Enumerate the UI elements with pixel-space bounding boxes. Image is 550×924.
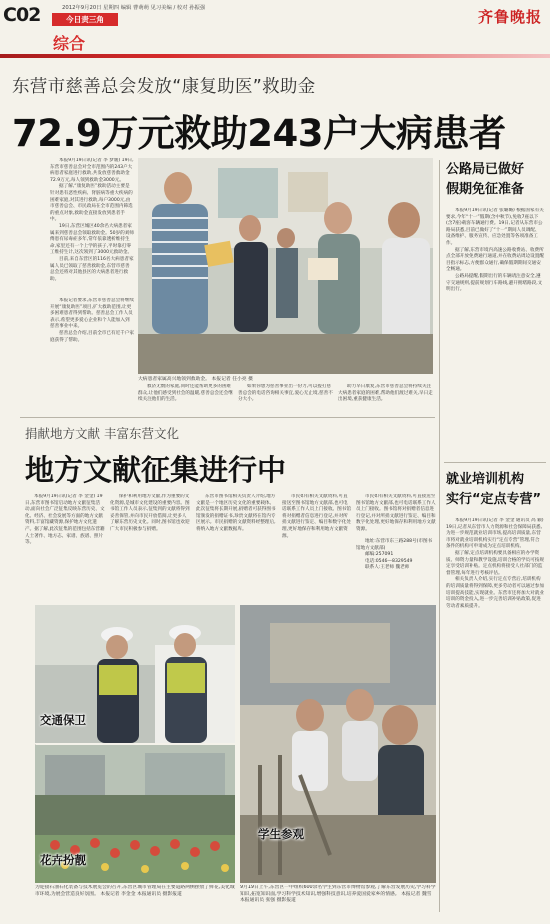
story2-kicker: 捐献地方文献 丰富东营文化	[25, 426, 179, 441]
story2-headline: 地方文献征集进行中	[25, 453, 287, 487]
sidebar1-title-line2: 假期免征准备	[446, 182, 525, 197]
paragraph: 本报9月19日讯(记者 李 梦媛) 19日,东营市慈善总会对全市范围内的243户大病患者家庭进行救助,共发放慈善救助金72.9万元,每人领到救助金3000元。	[50, 158, 134, 183]
paragraph: 市民如有相关文献资料,可直接送至图书馆地方文献部,也可电话联系工作人员上门接收。图书馆将对捐赠者信息进行登记,并对所捐文献进行鉴定、编目和数字化处理,更好地保存和利用地方文献资源。	[282, 494, 351, 539]
page-code: C02	[3, 4, 41, 26]
story1-column-2	[138, 384, 233, 418]
sidebar2-body	[446, 518, 544, 916]
contact-person: 联系人:王老师 魏老师	[365, 565, 410, 571]
paragraph: 本报9月19日讯(记者 李 金金 通讯员 高 颖) 19日,记者从东营市人力资源和社会保障局获悉,为进一步规范就业培训市场,提高培训质量,东营市将对就业培训机构实行“定点专营”管理,符合条件的机构可申请成为定点培训机构。	[446, 518, 544, 550]
column-divider	[439, 160, 440, 912]
photo3-tag: 学生参观	[258, 827, 304, 841]
story1-column-3	[238, 384, 333, 418]
newspaper-logo: 齐鲁晚报	[477, 8, 542, 26]
sidebar2-title-line1: 就业培训机构	[446, 472, 525, 487]
sidebar-divider	[444, 462, 546, 463]
paragraph: 本报记者要求,东营市慈善总会将继续开展“康复助医”项目,扩大救助范围,让更多困难患者得到帮助。慈善总会工作人员表示,希望更多爱心企业和个人能加入到慈善事业中来。	[50, 298, 134, 330]
dateline: 2012年9月20日 星期四 编辑 曹萌萌 见习美编 / 校对 孙振强	[62, 5, 206, 11]
photo1-caption	[35, 744, 36, 745]
paragraph: 据了解,东营市境内高速公路收费站、收费所点全部开放免费通行通道,并在收费站周边设置醒目指示标志,方便群众通行,确保假期期间交通安全畅通。	[446, 247, 544, 273]
story2-column-2	[110, 494, 190, 598]
photo1-tag: 交通保卫	[40, 713, 86, 727]
paragraph: 据了解,定点培训机构要具备相应的办学资质、师资力量和教学设施,培训合格的学员可按规定享受培训补贴。定点机构将接受人社部门的监督管理,每年进行考核评估。	[446, 550, 544, 576]
paragraph: 目前,来自东营区的116名大病患者家属人员已领取了慈善救助金,东营市慈善总会还将对其他县区的大病患者进行救助。	[50, 256, 134, 282]
paragraph: 本报9月19日讯(记者 李 金金) 19日,东营市图书馆启动地方文献征集活动,面向社会广泛征集反映东营历史、文化、经济、社会发展等方面的地方文献资料,丰富馆藏资源,保护地方文化遗产。据了解,此次征集的范围包括东营籍人士著作、地方志、家谱、族谱、照片等。	[25, 494, 105, 546]
day-band: 今日责三角	[52, 13, 118, 26]
photo2-tag: 花卉扮靓	[40, 853, 86, 867]
paragraph: 19日,东营区城区40余名大病患者家属来到慈善总会领取救助金。50岁的刘师傅患有尿毒症多年,常年依靠透析维持生命,家里还有一个上学的孩子,平时靠打零工维持生计,这次领到了3000元救助金。	[50, 223, 134, 256]
photo-illustration	[138, 158, 433, 374]
story2-column-1	[25, 494, 105, 598]
page-header	[0, 0, 550, 58]
sidebar1-body	[446, 208, 544, 458]
contact-phone: 电话:0546—8329549	[365, 558, 413, 564]
paragraph: 东营市图书馆相关负责人介绍,地方文献是一个地区历史文化的重要载体。此次征集将长期开展,捐赠者可获得图书馆颁发的捐赠证书,珍贵文献将在馆内专区展示。市民捐赠的文献资料经整理后,将纳入地方文献数据库。	[196, 494, 276, 532]
paragraph: 相关负责人介绍,实行定点专营后,培训机构的培训质量将得到保障,更多劳动者可以通过参加培训提高技能,实现就业。东营市还将加大对就业培训的资金投入,进一步完善培训补贴政策,促进劳动者素质提升。	[446, 577, 544, 609]
sidebar1-title-line1: 公路局已做好	[446, 162, 525, 177]
photo3-caption: 9月19日上午,东营区一中组织600余名学生到东营市博物馆参观,了解东营发展历史,学习科学知识,拓宽知识面,学习科学技术知识,增强科技意识,培养爱国爱家乡的情感。 本报记者 魏雪 本报通讯员 张强 摄影报道	[240, 885, 436, 903]
contact-address: 地址:东营市东三路288号(市图书馆地方文献部)	[356, 539, 433, 551]
story1-headline: 72.9万元救助243户大病患者	[12, 112, 506, 155]
section-title: 综合	[53, 34, 86, 53]
story1-photo-caption: 大病患者家属高兴地领到救助金。 本报记者 任小亮 摄	[138, 377, 253, 382]
story2-contact-box	[356, 494, 436, 598]
paragraph: 救济无数的家庭,同时还能帮助更多的困难群众,让他们感受到社会的温暖,慈善总会还会继续关注他们的生活。	[138, 384, 233, 403]
header-divider	[0, 54, 550, 58]
paragraph: 市民如有相关文献资料,可直接送至图书馆地方文献部,也可电话联系工作人员上门接收。图书馆将对捐赠者信息进行登记,并对所捐文献进行鉴定、编目和数字化处理,更好地保存和利用地方文献资源。	[356, 494, 436, 532]
story2-column-4	[282, 494, 352, 598]
paragraph: 慈善总会介绍,目前全市已有近千户家庭获得了帮助。	[50, 330, 134, 343]
paragraph: 助力早日康复,东营市慈善总会将持续关注大病患者家庭的困难,帮助他们渡过难关,早日走出困境,重获健康生活。	[338, 384, 433, 403]
section-divider	[20, 417, 435, 418]
story1-kicker: 东营市慈善总会发放“康复助医”救助金	[12, 77, 316, 97]
contact-postcode: 邮编:257091	[365, 552, 394, 558]
paragraph: 公路局提醒,假期出行的车辆请注意安全,遵守交通规则,提前规划行车路线,避开拥堵路段,文明出行。	[446, 273, 543, 293]
story2-column-3	[196, 494, 276, 598]
story1-column-4	[338, 384, 433, 418]
paragraph: 如果你想为慈善事业出一份力,可以拨打慈善总会的电话咨询相关事宜,爱心无止境,慈善不分大小。	[238, 384, 333, 403]
photo2-caption: 为迎接石油石化装备与技术展览会的召开,东营区城市管理局在主要道路两侧摆放了鲜花,美化城市环境,为展会营造良好氛围。 本报记者 李金金 本报通讯员 摄影报道	[35, 885, 235, 897]
paragraph: 本报9月19日讯(记者 张璐璐) 根据国家有关要求,今年“十一”假期(含中秋节),免收7座以下(含7座)载客车辆通行费。19日,记者从东营市公路局获悉,目前已做好了“十一”期间人员调配、设备维护、服务宣传、应急处置等各项准备工作。	[446, 208, 544, 246]
story1-column-1b	[50, 298, 134, 398]
paragraph: 据了解,“康复助医”救助活动主要是针对患有恶性疾病、肾脏病等重大疾病的困难家庭,对其进行救助,每户3000元,由市慈善总会、市民政局在全市范围内筛选的重点对象,救助金直接发放到患者手中。	[50, 184, 133, 223]
photo-charity-distribution	[138, 158, 433, 374]
paragraph: 保护和利用地方文献,作为重要的文化资源,是城市文化建设的重要内容。图书馆工作人员表示,征集到的文献将得到妥善保管,并向市民开放借阅,让更多人了解东营历史文化。同时,图书馆也欢迎广大市民积极参与捐赠。	[110, 494, 190, 532]
sidebar2-title-line2: 实行“定点专营”	[446, 492, 542, 507]
